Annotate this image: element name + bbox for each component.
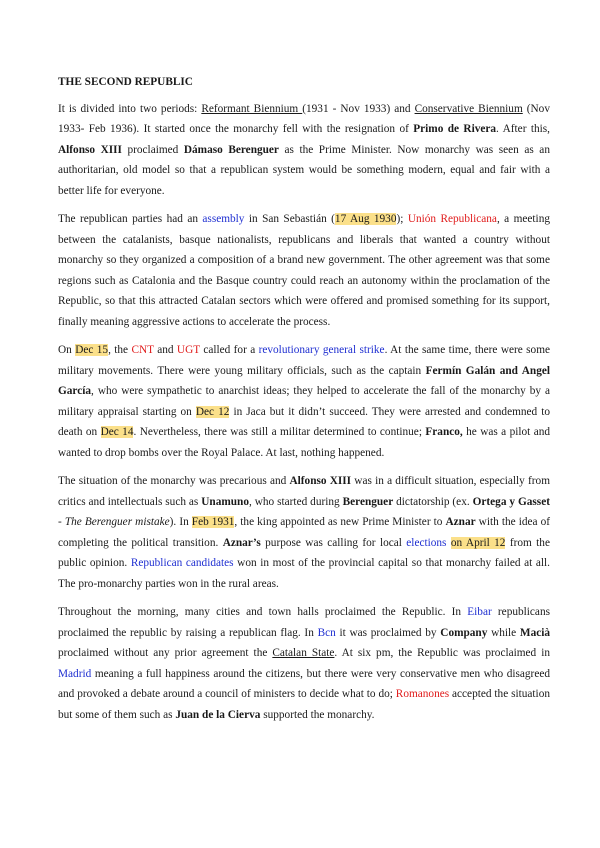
text: with the idea of completing the political transition. [58,516,550,549]
document-page [58,72,550,733]
name-aznars: Aznar’s [222,536,261,549]
name-berenguer: Berenguer [342,495,394,508]
date-highlight: 17 Aug 1930 [334,213,397,225]
name-ortega-y-gasset: Ortega y Gasset [472,495,550,508]
text: . At the same time, there were some military movements. There were young military officials, such as the captain [58,344,550,377]
work-berenguer-mistake: The Berenguer mistake [64,516,170,528]
name-unamuno: Unamuno [201,495,249,508]
text: proclaimed [121,143,184,156]
text: called for a [199,344,259,356]
date-highlight: Dec 15 [75,344,109,356]
text: , who were sympathetic to anarchist ideas; they helped to accelerate the fall of the monarchy by a military appraisal starting on [58,385,550,418]
text: purpose was calling for local [260,536,407,549]
term-revolutionary-strike: revolutionary general strike [258,344,385,356]
text: supported the monarchy. [260,708,375,721]
text: (1931 - Nov 1933) and [302,102,415,115]
name-alfonso-xiii: Alfonso XIII [58,143,122,156]
paragraph-4 [58,471,550,594]
text: it was proclaimed by [335,626,441,639]
place-madrid: Madrid [58,667,92,680]
text: accepted the situation but some of them such as [58,688,550,721]
text: , who started during [248,495,343,508]
name-primo-de-rivera: Primo de Rivera [413,123,497,135]
paragraph-5 [58,602,550,725]
paragraph-1 [58,99,550,202]
text: republicans proclaimed the republic by raising a republican flag. In [58,606,550,639]
text: . Nevertheless, there was still a militar determined to continue; [133,426,426,438]
text: ); [396,213,408,225]
term-republican-candidates: Republican candidates [130,557,234,569]
text: ). In [169,516,192,528]
text: in San Sebastián ( [244,213,335,225]
term-catalan-state: Catalan State [272,647,335,659]
name-juan-de-la-cierva: Juan de la Cierva [175,708,261,721]
text: and [153,344,177,356]
date-highlight: on April 12 [450,536,506,549]
text: . At six pm, the Republic was proclaimed in [334,647,550,659]
date-highlight: Feb 1931 [191,516,235,528]
term-cnt: CNT [131,344,154,356]
name-macia: Macià [519,626,551,639]
text: , a meeting between the catalanists, basque nationalists, republicans and liberals that wanted a country without monarchy so they organized a composition of a brand new government. The other agreement was that some regions such as Catalonia and the Basque country could reach an autonomy within the proclamation of the Republic, so that this attracted Catalan sectors which were offered and promised something for its support, finally meaning aggressive actions to accelerate the process. [58,213,550,328]
text: he was a pilot and wanted to drop bombs over the Royal Palace. At last, nothing happened. [58,426,551,459]
text: dictatorship (ex. [393,495,473,508]
place-eibar: Eibar [467,606,492,618]
text: It is divided into two periods: [58,102,202,115]
text: proclaimed without any prior agreement the [58,647,273,659]
name-franco: Franco, [425,426,463,438]
text: as the Prime Minister. Now monarchy was seen as an authoritarian, old model so that a republican system would be something modern, equal and fair with a better life for everyone. [58,143,550,197]
name-alfonso-xiii: Alfonso XIII [289,475,352,487]
name-damaso-berenguer: Dámaso Berenguer [183,143,279,156]
term-ugt: UGT [176,344,200,356]
term-union-republicana: Unión Republicana [407,213,497,225]
term-elections: elections [406,536,447,549]
name-aznar: Aznar [445,516,476,528]
text: won in most of the provincial capital so that monarchy failed at all. The pro-monarchy parties won in the rural areas. [58,557,551,590]
text: The republican parties had an [58,213,203,225]
text: while [487,626,520,639]
text: , the king appointed as new Prime Minister to [234,516,446,528]
text: (Nov 1933- Feb 1936). It started once the monarchy fell with the resignation of [58,102,550,135]
text: in Jaca but it didn’t succeed. They were arrested and condemned to death on [58,405,551,438]
text: - [58,516,65,528]
text: Throughout the morning, many cities and town halls proclaimed the Republic. In [58,606,468,618]
paragraph-2 [58,209,550,332]
term-conservative-biennium: Conservative Biennium [414,102,523,115]
name-fermin-galan: Fermín Galán and Angel García [58,364,551,397]
text: . After this, [496,123,550,135]
paragraph-3 [58,340,550,463]
text: meaning a full happiness around the citizens, but there were very conservative men who disagreed and provoked a debate around a council of ministers to decide what to do; [58,667,550,700]
text: was in a difficult situation, especially from critics and intellectuals such as [58,475,550,508]
place-bcn: Bcn [317,626,336,639]
name-romanones: Romanones [395,688,450,700]
date-highlight: Dec 14 [100,426,134,438]
term-reformant-biennium: Reformant Biennium [201,102,303,115]
text: , the [108,344,132,356]
date-highlight: Dec 12 [195,405,230,418]
text: The situation of the monarchy was precarious and [58,475,290,487]
term-assembly: assembly [202,213,245,225]
text: On [58,344,76,356]
name-company: Company [440,626,488,639]
document-title: THE SECOND REPUBLIC [58,76,193,88]
text: from the public opinion. [58,536,550,569]
